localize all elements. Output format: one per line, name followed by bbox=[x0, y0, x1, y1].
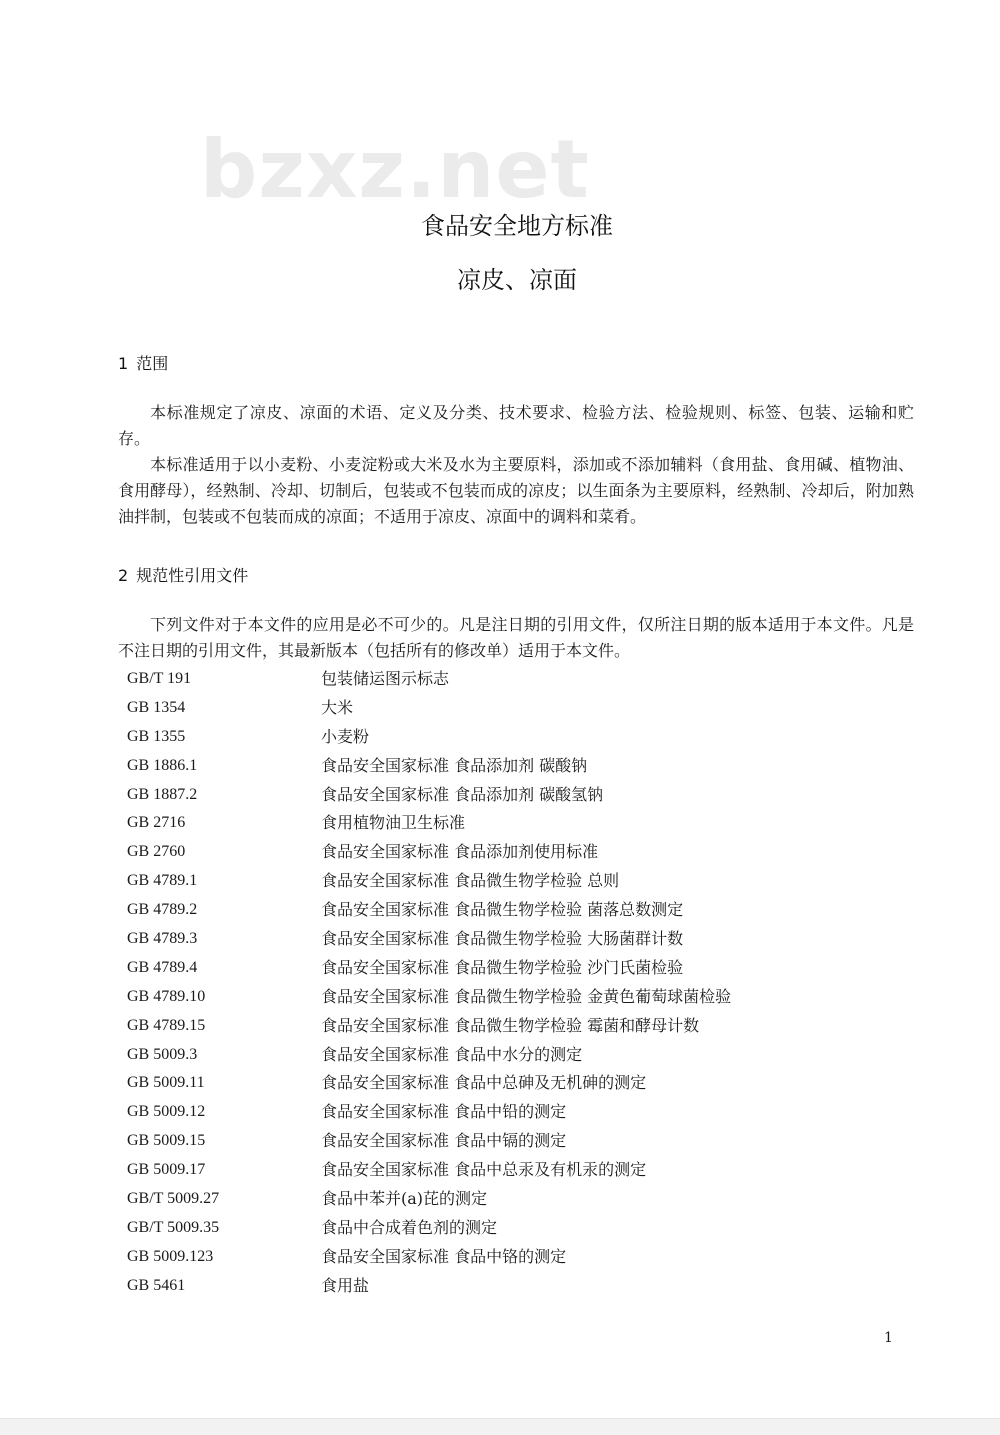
reference-item bbox=[127, 838, 827, 867]
section-1-title: 范围 bbox=[136, 354, 169, 373]
reference-item bbox=[127, 1127, 827, 1156]
reference-name: 食品安全国家标准 食品微生物学检验 总则 bbox=[321, 871, 620, 891]
reference-name: 食品安全国家标准 食品中镉的测定 bbox=[321, 1131, 567, 1151]
reference-name: 食品安全国家标准 食品中总砷及无机砷的测定 bbox=[321, 1073, 647, 1093]
reference-code: GB 5009.15 bbox=[127, 1132, 206, 1150]
reference-code: GB 1886.1 bbox=[127, 756, 198, 774]
document-subtitle: 凉皮、凉面 bbox=[457, 266, 577, 294]
reference-code: GB 4789.10 bbox=[127, 987, 206, 1005]
document-title: 食品安全地方标准 bbox=[421, 212, 613, 240]
reference-code: GB/T 5009.35 bbox=[127, 1218, 220, 1236]
reference-code: GB 4789.3 bbox=[127, 930, 198, 948]
reference-name: 食品安全国家标准 食品中铬的测定 bbox=[321, 1246, 567, 1266]
reference-code: GB 5009.123 bbox=[127, 1247, 214, 1265]
section-1-heading bbox=[118, 351, 168, 374]
reference-name: 小麦粉 bbox=[321, 726, 370, 746]
reference-name: 食品安全国家标准 食品中铅的测定 bbox=[321, 1102, 567, 1122]
reference-item bbox=[127, 1214, 827, 1243]
section-1-number: 1 bbox=[118, 354, 129, 373]
reference-code: GB 4789.4 bbox=[127, 958, 198, 976]
reference-code: GB 2760 bbox=[127, 843, 186, 861]
scope-paragraph-2: 本标准适用于以小麦粉、小麦淀粉或大米及水为主要原料，添加或不添加辅料（食用盐、食用碱、植物油、食用酵母），经熟制、冷却、切制后，包装或不包装而成的凉皮；以生面条为主要原料，经熟制、冷却后，附加熟油拌制，包装或不包装而成的凉面；不适用于凉皮、凉面中的调料和菜肴。 bbox=[118, 455, 914, 526]
reference-code: GB 5461 bbox=[127, 1276, 186, 1294]
reference-item bbox=[127, 1069, 827, 1098]
reference-code: GB 5009.11 bbox=[127, 1074, 205, 1092]
reference-name: 食品安全国家标准 食品添加剂 碳酸氢钠 bbox=[321, 784, 604, 804]
reference-name: 食品安全国家标准 食品添加剂使用标准 bbox=[321, 842, 599, 862]
reference-code: GB/T 191 bbox=[127, 670, 192, 687]
reference-name: 食品安全国家标准 食品添加剂 碳酸钠 bbox=[321, 755, 588, 775]
reference-item bbox=[127, 954, 827, 983]
reference-item bbox=[127, 665, 827, 694]
reference-item bbox=[127, 867, 827, 896]
reference-name: 食品安全国家标准 食品微生物学检验 大肠菌群计数 bbox=[321, 929, 684, 949]
reference-item bbox=[127, 896, 827, 925]
reference-item bbox=[127, 1098, 827, 1127]
reference-code: GB 5009.3 bbox=[127, 1045, 198, 1063]
reference-code: GB 5009.17 bbox=[127, 1161, 206, 1179]
scope-paragraph-1: 本标准规定了凉皮、凉面的术语、定义及分类、技术要求、检验方法、检验规则、标签、包装、运输和贮存。 bbox=[118, 403, 914, 448]
watermark: bzxz.net bbox=[200, 123, 590, 216]
reference-name: 食品中苯并(a)芘的测定 bbox=[321, 1189, 488, 1209]
reference-code: GB 4789.15 bbox=[127, 1016, 206, 1034]
reference-item bbox=[127, 809, 827, 838]
section-2-number: 2 bbox=[118, 566, 129, 585]
reference-name: 包装储运图示标志 bbox=[321, 669, 450, 688]
page-number: 1 bbox=[884, 1330, 893, 1346]
viewer-bottom-bar bbox=[0, 1418, 1000, 1435]
reference-code: GB 1355 bbox=[127, 727, 186, 745]
reference-name: 食品安全国家标准 食品微生物学检验 金黄色葡萄球菌检验 bbox=[321, 986, 732, 1006]
reference-item bbox=[127, 1272, 827, 1301]
reference-name: 食品安全国家标准 食品中总汞及有机汞的测定 bbox=[321, 1160, 647, 1180]
reference-item bbox=[127, 781, 827, 810]
reference-code: GB 4789.1 bbox=[127, 872, 198, 890]
reference-name: 食品安全国家标准 食品中水分的测定 bbox=[321, 1044, 583, 1064]
reference-code: GB 1354 bbox=[127, 698, 186, 716]
reference-item bbox=[127, 1012, 827, 1041]
references-intro-paragraph: 下列文件对于本文件的应用是必不可少的。凡是注日期的引用文件，仅所注日期的版本适用于本文件。凡是不注日期的引用文件，其最新版本（包括所有的修改单）适用于本文件。 bbox=[118, 615, 914, 660]
reference-item bbox=[127, 723, 827, 752]
reference-item bbox=[127, 752, 827, 781]
reference-name: 食品安全国家标准 食品微生物学检验 霉菌和酵母计数 bbox=[321, 1015, 700, 1035]
reference-item bbox=[127, 694, 827, 723]
reference-name: 食用植物油卫生标准 bbox=[321, 813, 466, 833]
reference-name: 食品中合成着色剂的测定 bbox=[321, 1217, 498, 1237]
reference-name: 食品安全国家标准 食品微生物学检验 菌落总数测定 bbox=[321, 900, 684, 920]
reference-item bbox=[127, 1156, 827, 1185]
reference-name: 食用盐 bbox=[321, 1275, 370, 1295]
reference-code: GB 4789.2 bbox=[127, 901, 198, 919]
section-2-title: 规范性引用文件 bbox=[136, 566, 249, 585]
section-2-heading bbox=[118, 563, 248, 586]
reference-code: GB 2716 bbox=[127, 814, 186, 832]
reference-item bbox=[127, 925, 827, 954]
reference-code: GB/T 5009.27 bbox=[127, 1190, 220, 1208]
reference-item bbox=[127, 1185, 827, 1214]
reference-name: 大米 bbox=[321, 697, 354, 717]
reference-item bbox=[127, 1243, 827, 1272]
reference-code: GB 1887.2 bbox=[127, 785, 198, 803]
reference-name: 食品安全国家标准 食品微生物学检验 沙门氏菌检验 bbox=[321, 957, 684, 977]
reference-list bbox=[127, 665, 827, 1301]
reference-code: GB 5009.12 bbox=[127, 1103, 206, 1121]
reference-item bbox=[127, 1041, 827, 1070]
reference-item bbox=[127, 983, 827, 1012]
